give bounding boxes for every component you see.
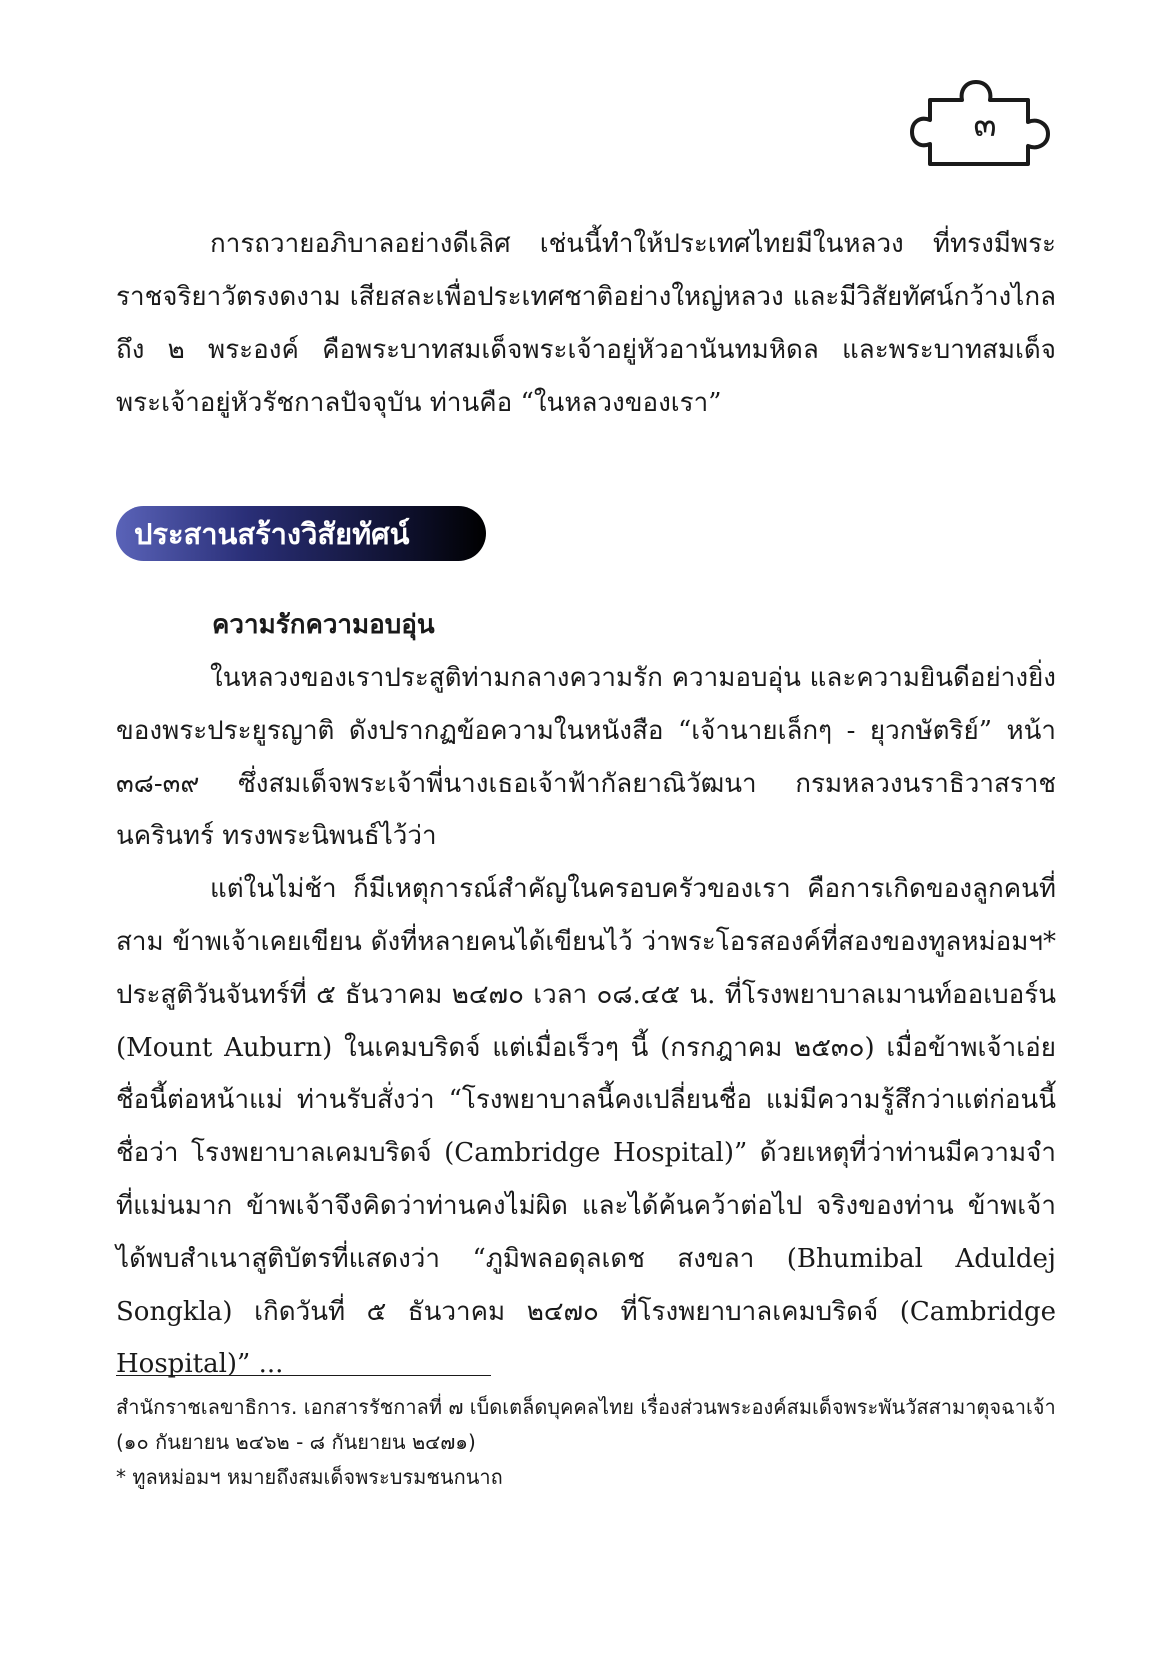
- section-heading: ประสานสร้างวิสัยทัศน์: [116, 506, 486, 561]
- intro-paragraph-block: [116, 218, 1056, 430]
- subheading: ความรักความอบอุ่น: [212, 610, 435, 640]
- footnote-reference: สำนักราชเลขาธิการ. เอกสารรัชกาลที่ ๗ เบ็ดเตล็ดบุคคลไทย เรื่องส่วนพระองค์สมเด็จพระพันวัสสามาตุจฉาเจ้า (๑๐ กันยายน ๒๔๖๒ - ๘ กันยายน ๒๔๗๑): [116, 1395, 1056, 1454]
- body-text-block: [116, 652, 1056, 1391]
- footnotes: [116, 1375, 1056, 1495]
- footnote-divider: [116, 1375, 491, 1376]
- intro-paragraph: การถวายอภิบาลอย่างดีเลิศ เช่นนี้ทำให้ประเทศไทยมีในหลวง ที่ทรงมีพระราชจริยาวัตรงดงาม เสียสละเพื่อประเทศชาติอย่างใหญ่หลวง และมีวิสัยทัศน์กว้างไกลถึง ๒ พระองค์ คือพระบาทสมเด็จพระเจ้าอยู่หัวอานันทมหิดล และพระบาทสมเด็จพระเจ้าอยู่หัวรัชกาลปัจจุบัน ท่านคือ “ในหลวงของเรา”: [116, 229, 1056, 418]
- page-number-badge: [910, 78, 1060, 170]
- page-number: ๓: [973, 105, 997, 145]
- body-paragraph-2: แต่ในไม่ช้า ก็มีเหตุการณ์สำคัญในครอบครัวของเรา คือการเกิดของลูกคนที่สาม ข้าพเจ้าเคยเขียน ดังที่หลายคนได้เขียนไว้ ว่าพระโอรสองค์ที่สองของทูลหม่อมฯ* ประสูติวันจันทร์ที่ ๕ ธันวาคม ๒๔๗๐ เวลา ๐๘.๔๕ น. ที่โรงพยาบาลเมานท์ออเบอร์น (Mount Auburn) ในเคมบริดจ์ แต่เมื่อเร็วๆ นี้ (กรกฎาคม ๒๕๓๐) เมื่อข้าพเจ้าเอ่ยชื่อนี้ต่อหน้าแม่ ท่านรับสั่งว่า “โรงพยาบาลนี้คงเปลี่ยนชื่อ แม่มีความรู้สึกว่าแต่ก่อนนี้ชื่อว่า โรงพยาบาลเคมบริดจ์ (Cambridge Hospital)” ด้วยเหตุที่ว่าท่านมีความจำที่แม่นมาก ข้าพเจ้าจึงคิดว่าท่านคงไม่ผิด และได้ค้นคว้าต่อไป จริงของท่าน ข้าพเจ้าได้พบสำเนาสูติบัตรที่แสดงว่า “ภูมิพลอดุลเดช สงขลา (Bhumibal Aduldej Songkla) เกิดวันที่ ๕ ธันวาคม ๒๔๗๐ ที่โรงพยาบาลเคมบริดจ์ (Cambridge Hospital)” ...: [116, 874, 1056, 1380]
- body-paragraph-1: ในหลวงของเราประสูติท่ามกลางความรัก ความอบอุ่น และความยินดีอย่างยิ่งของพระประยูรญาติ ดังปรากฏข้อความในหนังสือ “เจ้านายเล็กๆ - ยุวกษัตริย์” หน้า ๓๘-๓๙ ซึ่งสมเด็จพระเจ้าพี่นางเธอเจ้าฟ้ากัลยาณิวัฒนา กรมหลวงนราธิวาสราชนครินทร์ ทรงพระนิพนธ์ไว้ว่า: [116, 663, 1056, 852]
- footnote-note: * ทูลหม่อมฯ หมายถึงสมเด็จพระบรมชนกนาถ: [116, 1465, 503, 1489]
